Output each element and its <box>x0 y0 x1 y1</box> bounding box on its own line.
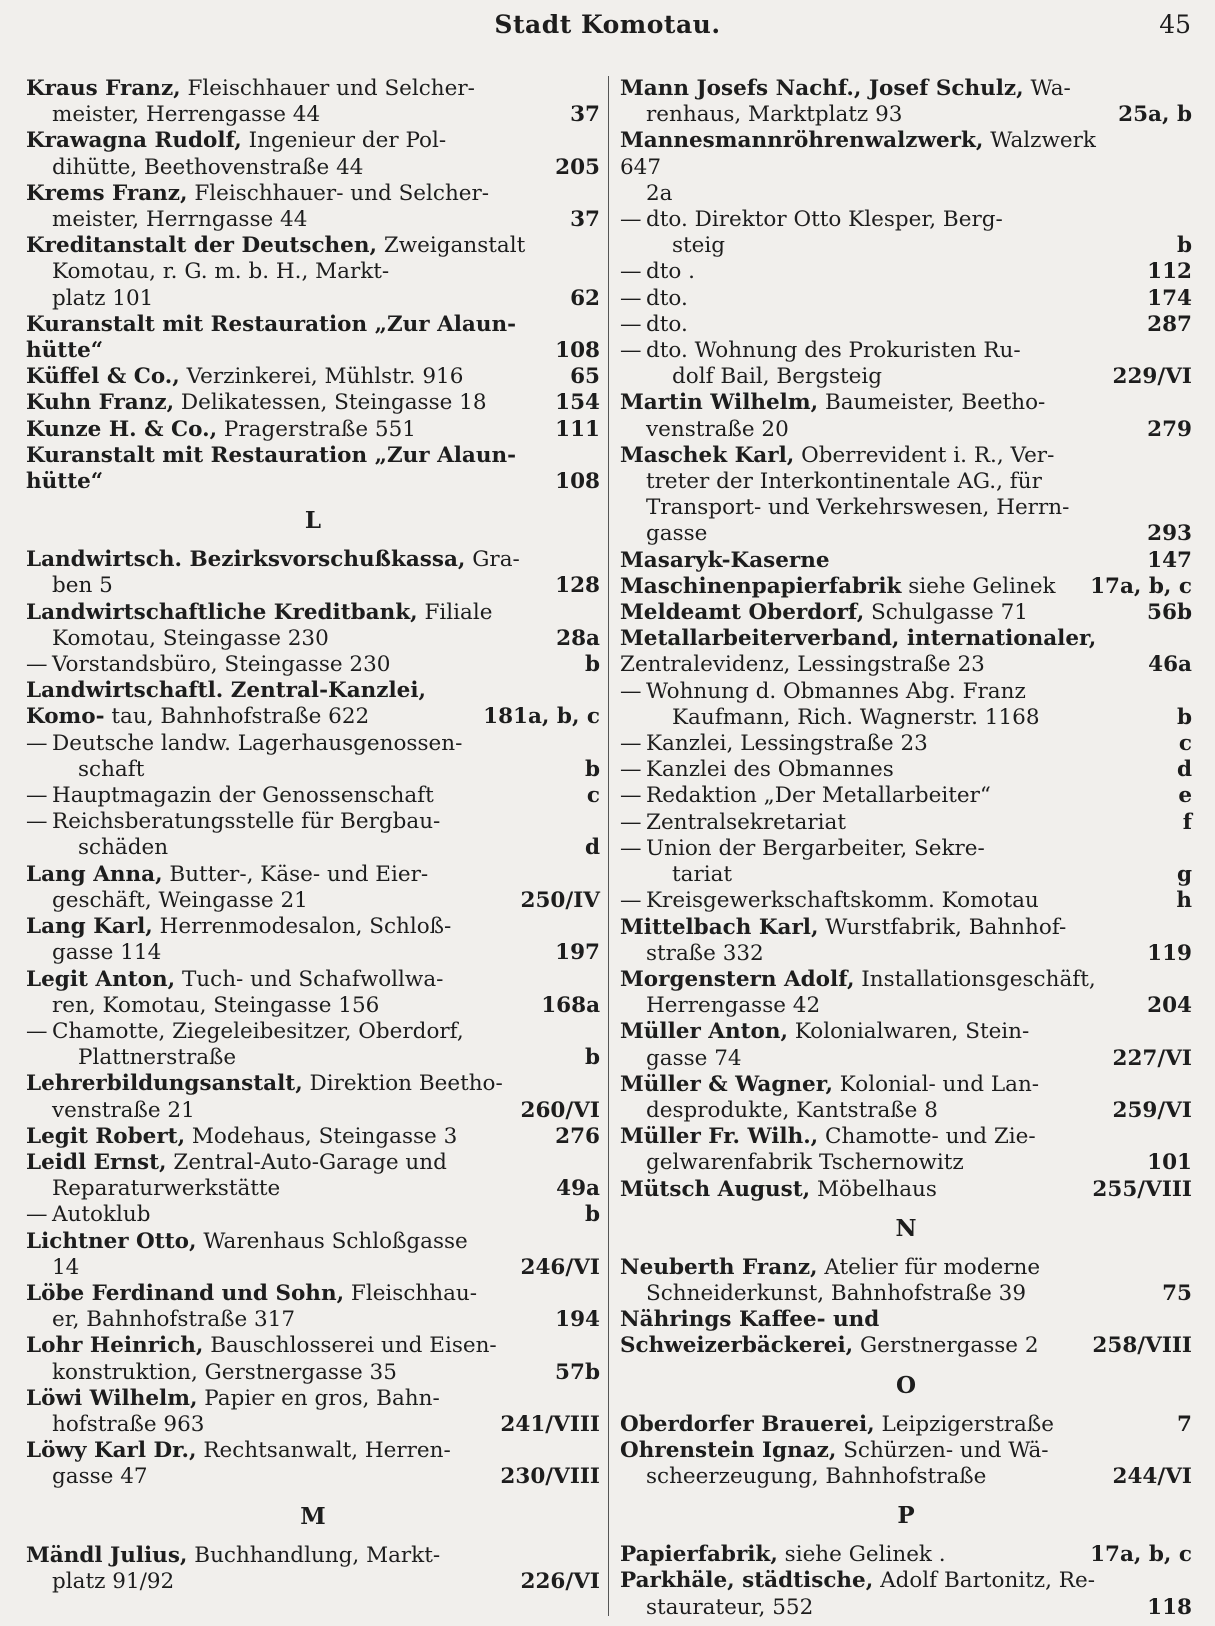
page-reference: 37 <box>570 102 600 128</box>
entry-name: Meldeamt Oberdorf, <box>620 600 865 626</box>
dash-marker: — <box>620 259 642 285</box>
entry-continuation: staurateur, 552 <box>646 1594 814 1620</box>
entry-continuation: dolf Bail, Bergsteig <box>672 364 883 390</box>
entry-continuation: 14 <box>52 1254 80 1280</box>
entry-text: Kreisgewerkschaftskomm. Komotau <box>646 888 1039 914</box>
page-reference: 119 <box>1147 940 1192 966</box>
entry-name: Papierfabrik, <box>620 1542 778 1568</box>
entry-text: Filiale <box>424 599 493 625</box>
directory-entry <box>620 390 1192 442</box>
page-reference: 111 <box>555 416 600 442</box>
entry-continuation: treter der Interkontinentale AG., für <box>646 469 1042 495</box>
page-reference: 57b <box>555 1359 600 1385</box>
directory-entry <box>26 1386 600 1438</box>
entry-continuation: straße 332 <box>646 940 764 966</box>
sub-entry <box>26 731 600 783</box>
entry-text: Fleischhauer- und Selcher- <box>194 180 490 206</box>
page-reference: 108 <box>555 338 600 364</box>
entry-name: Mändl Julius, <box>26 1542 188 1568</box>
directory-entry <box>620 443 1192 548</box>
page-reference: b <box>584 756 600 782</box>
page-reference: 197 <box>555 940 600 966</box>
directory-entry <box>620 1412 1192 1438</box>
entry-text: Chamotte, Ziegeleibesitzer, Oberdorf, <box>52 1018 464 1044</box>
entry-text: Kanzlei des Obmannes <box>646 757 894 783</box>
entry-name: Lohr Heinrich, <box>26 1333 204 1359</box>
entry-text: Pragerstraße 551 <box>223 416 416 442</box>
page-reference: 174 <box>1147 285 1192 311</box>
entry-text: dto. Wohnung des Prokuristen Ru- <box>646 338 1021 364</box>
entry-text: Zweiganstalt <box>383 233 526 259</box>
entry-text: hütte“ <box>26 469 104 495</box>
directory-entry <box>26 1124 600 1150</box>
entry-name: Martin Wilhelm, <box>620 390 819 416</box>
dash-marker: — <box>620 311 642 337</box>
page-reference: 101 <box>1147 1150 1192 1176</box>
entry-name: Landwirtschaftliche Kreditbank, <box>26 599 418 625</box>
entry-name: Löwi Wilhelm, <box>26 1385 198 1411</box>
directory-entry <box>620 1307 1192 1359</box>
entry-text: Gra- <box>472 547 520 573</box>
dash-marker: — <box>620 757 642 783</box>
entry-name: Lichtner Otto, <box>26 1228 197 1254</box>
entry-name: Mittelbach Karl, <box>620 914 819 940</box>
directory-entry <box>620 1542 1192 1568</box>
page-reference: 118 <box>1147 1594 1192 1620</box>
sub-entry <box>620 757 1192 783</box>
entry-name: Kunze H. & Co., <box>26 416 218 442</box>
page-reference: 108 <box>555 469 600 495</box>
dash-marker: — <box>26 783 48 809</box>
directory-entry <box>26 547 600 599</box>
entry-text: Fleischhau- <box>350 1280 477 1306</box>
directory-entry <box>26 1281 600 1333</box>
page-reference: b <box>584 1202 600 1228</box>
entry-text: Tuch- und Schafwollwa- <box>181 966 444 992</box>
entry-name: Kuranstalt mit Restauration „Zur Alaun- <box>26 442 517 468</box>
page-reference: 56b <box>1147 600 1192 626</box>
entry-name: Krems Franz, <box>26 180 188 206</box>
entry-text: Oberrevident i. R., Ver- <box>801 442 1055 468</box>
entry-text: Zentralevidenz, Lessingstraße 23 <box>620 652 985 678</box>
sub-entry <box>620 731 1192 757</box>
page-reference: 241/VIII <box>500 1411 600 1437</box>
entry-continuation: venstraße 21 <box>52 1097 195 1123</box>
sub-entry <box>620 810 1192 836</box>
entry-continuation: Plattnerstraße <box>78 1045 237 1071</box>
entry-continuation: Kaufmann, Rich. Wagnerstr. 1168 <box>672 704 1040 730</box>
entry-name: Löbe Ferdinand und Sohn, <box>26 1280 345 1306</box>
entry-continuation: desprodukte, Kantstraße 8 <box>646 1097 938 1123</box>
entry-text: Hauptmagazin der Genossenschaft <box>52 783 434 809</box>
entry-text: Herrenmodesalon, Schloß- <box>159 914 452 940</box>
entry-name: Müller Anton, <box>620 1019 788 1045</box>
directory-entry <box>26 181 600 233</box>
entry-continuation: Herrengasse 42 <box>646 993 821 1019</box>
page-reference: 260/VI <box>520 1097 600 1123</box>
directory-entry <box>620 76 1192 128</box>
entry-continuation: gasse 114 <box>52 940 162 966</box>
page-number: 45 <box>1159 10 1191 39</box>
page-reference: 293 <box>1147 521 1192 547</box>
dash-marker: — <box>620 809 642 835</box>
entry-text: Zentral-Auto-Garage und <box>173 1149 447 1175</box>
dash-marker: — <box>620 783 642 809</box>
dash-marker: — <box>620 338 642 364</box>
page-reference: b <box>584 1045 600 1071</box>
entry-name: Kuhn Franz, <box>26 390 175 416</box>
entry-name: Krawagna Rudolf, <box>26 128 242 154</box>
page-reference: 205 <box>555 154 600 180</box>
entry-text: Butter-, Käse- und Eier- <box>169 861 429 887</box>
entry-text: Atelier für moderne <box>824 1254 1041 1280</box>
sub-entry <box>26 809 600 861</box>
page-reference: 276 <box>555 1123 600 1149</box>
page-reference: 168a <box>541 992 600 1018</box>
sub-entry <box>620 888 1192 914</box>
page-reference: b <box>584 652 600 678</box>
page-reference: h <box>1176 888 1192 914</box>
directory-entry <box>620 600 1192 626</box>
entry-continuation: dihütte, Beethovenstraße 44 <box>52 154 364 180</box>
entry-continuation: gasse <box>646 521 708 547</box>
page-reference: 46a <box>1148 652 1192 678</box>
entry-name: Mann Josefs Nachf., Josef Schulz, <box>620 76 1024 101</box>
entry-text: Schulgasse 71 <box>871 600 1028 626</box>
entry-name: Nährings Kaffee- und Schweizerbäckerei, <box>620 1307 880 1359</box>
entry-continuation: meister, Herrngasse 44 <box>52 207 308 233</box>
entry-continuation: platz 101 <box>52 285 154 311</box>
directory-entry <box>26 390 600 416</box>
entry-name: Landwirtsch. Bezirksvorschußkassa, <box>26 547 466 573</box>
entry-text: siehe Gelinek <box>908 573 1056 599</box>
entry-name: Landwirtschaftl. Zentral-Kanzlei, Komo- <box>26 678 426 730</box>
directory-entry <box>26 1543 600 1595</box>
page-reference: 250/IV <box>520 887 600 913</box>
entry-text: Modehaus, Steingasse 3 <box>191 1123 458 1149</box>
entry-name: Löwy Karl Dr., <box>26 1438 197 1464</box>
directory-entry <box>26 600 600 652</box>
section-letter: M <box>300 1502 326 1530</box>
page-reference: 17a, b, c <box>1090 1542 1192 1568</box>
entry-continuation: Transport- und Verkehrswesen, Herrn- <box>646 495 1070 521</box>
entry-continuation: schäden <box>78 835 169 861</box>
dash-marker: — <box>620 207 642 233</box>
entry-text: Schürzen- und Wä- <box>843 1437 1049 1463</box>
sub-entry <box>26 1019 600 1071</box>
entry-text: Installationsgeschäft, <box>861 966 1096 992</box>
entry-name: Mannesmannröhrenwalzwerk, <box>620 128 984 154</box>
entry-continuation: ben 5 <box>52 573 113 599</box>
page-reference: c <box>586 783 600 809</box>
page-reference: e <box>1178 783 1192 809</box>
page-reference: 181a, b, c <box>483 704 600 730</box>
entry-text: Chamotte- und Zie- <box>825 1124 1036 1150</box>
dash-marker: — <box>26 730 48 756</box>
entry-text: Redaktion „Der Metallarbeiter“ <box>646 783 991 809</box>
directory-entry <box>26 914 600 966</box>
entry-text: Reichsberatungsstelle für Bergbau- <box>52 809 441 835</box>
directory-entry <box>620 967 1192 1019</box>
page-header <box>0 10 1215 46</box>
directory-entry <box>26 1071 600 1123</box>
entry-name: Legit Anton, <box>26 966 176 992</box>
page-title: Stadt Komotau. <box>494 10 721 39</box>
page-reference: b <box>1176 704 1192 730</box>
sub-entry <box>620 338 1192 390</box>
entry-continuation: Reparaturwerkstätte <box>52 1176 281 1202</box>
entry-text: Union der Bergarbeiter, Sekre- <box>646 835 985 861</box>
section-letter: P <box>897 1502 915 1530</box>
entry-name: Morgenstern Adolf, <box>620 966 855 992</box>
directory-entry <box>620 626 1192 678</box>
sub-entry <box>620 312 1192 338</box>
section-letter: L <box>304 507 322 535</box>
entry-continuation: schaft <box>78 756 145 782</box>
page-reference: 227/VI <box>1112 1045 1192 1071</box>
entry-continuation: renhaus, Marktplatz 93 <box>646 102 903 128</box>
entry-text: Kolonial- und Lan- <box>839 1071 1040 1097</box>
entry-text: Adolf Bartonitz, Re- <box>880 1568 1095 1594</box>
sub-entry <box>620 286 1192 312</box>
directory-entry <box>620 574 1192 600</box>
entry-text: Fleischhauer und Selcher- <box>187 76 475 101</box>
entry-text: Kolonialwaren, Stein- <box>794 1019 1030 1045</box>
entry-continuation: ren, Komotau, Steingasse 156 <box>52 992 380 1018</box>
entry-text: Walzwerk 647 <box>620 128 1096 180</box>
entry-text: hütte“ <box>26 338 104 364</box>
page-reference: 49a <box>556 1176 600 1202</box>
directory-entry <box>26 1333 600 1385</box>
entry-name: Lang Karl, <box>26 914 153 940</box>
entry-continuation: tariat <box>672 862 733 888</box>
directory-entry <box>620 1568 1192 1620</box>
entry-text: Delikatessen, Steingasse 18 <box>180 390 487 416</box>
sub-entry <box>620 783 1192 809</box>
page-reference: f <box>1182 809 1192 835</box>
entry-text: Wa- <box>1030 76 1071 101</box>
directory-entry <box>26 1438 600 1490</box>
entry-text: dto. <box>646 311 688 337</box>
page-reference: 244/VI <box>1112 1463 1192 1489</box>
page-reference: 226/VI <box>520 1568 600 1594</box>
entry-continuation: er, Bahnhofstraße 317 <box>52 1307 296 1333</box>
directory-entry <box>26 1150 600 1202</box>
entry-continuation: Komotau, r. G. m. b. H., Markt- <box>52 259 390 285</box>
entry-name: Lehrerbildungsanstalt, <box>26 1071 303 1097</box>
directory-entry <box>620 1255 1192 1307</box>
entry-text: Kanzlei, Lessingstraße 23 <box>646 731 928 757</box>
entry-continuation: geschäft, Weingasse 21 <box>52 887 308 913</box>
entry-text: Direktion Beetho- <box>309 1071 503 1097</box>
page-reference: 194 <box>555 1307 600 1333</box>
sub-entry <box>620 836 1192 888</box>
entry-text: Buchhandlung, Markt- <box>194 1542 441 1568</box>
page-reference: 25a, b <box>1118 102 1192 128</box>
entry-continuation: venstraße 20 <box>646 416 789 442</box>
dash-marker: — <box>26 809 48 835</box>
entry-name: Neuberth Franz, <box>620 1254 818 1280</box>
entry-name: Mütsch August, <box>620 1176 811 1202</box>
column-divider <box>608 76 609 1616</box>
page-reference: 287 <box>1147 311 1192 337</box>
entry-continuation: konstruktion, Gerstnergasse 35 <box>52 1359 397 1385</box>
dash-marker: — <box>26 1018 48 1044</box>
page-reference: d <box>584 835 600 861</box>
directory-entry <box>620 1438 1192 1490</box>
page-reference: g <box>1176 862 1192 888</box>
directory-entry <box>620 548 1192 574</box>
entry-name: Lang Anna, <box>26 861 163 887</box>
entry-text: Zentralsekretariat <box>646 809 846 835</box>
page-reference: 259/VI <box>1112 1097 1192 1123</box>
page-reference: d <box>1176 757 1192 783</box>
directory-entry <box>620 1124 1192 1176</box>
page-reference: 128 <box>555 573 600 599</box>
entry-name: Müller & Wagner, <box>620 1071 833 1097</box>
dash-marker: — <box>620 888 642 914</box>
directory-entry <box>26 364 600 390</box>
entry-continuation: gelwarenfabrik Tschernowitz <box>646 1150 964 1176</box>
entry-text: Wohnung d. Obmannes Abg. Franz <box>646 678 1026 704</box>
sub-entry <box>26 1202 600 1228</box>
directory-entry <box>26 678 600 730</box>
entry-text: siehe Gelinek . <box>784 1542 946 1568</box>
left-column <box>26 76 600 1595</box>
page-reference: 230/VIII <box>500 1464 600 1490</box>
page-reference: 258/VIII <box>1092 1333 1192 1359</box>
entry-continuation: gasse 74 <box>646 1045 742 1071</box>
entry-text: Ingenieur der Pol- <box>248 128 447 154</box>
directory-entry <box>620 1072 1192 1124</box>
entry-name: Kraus Franz, <box>26 76 181 101</box>
dash-marker: — <box>620 835 642 861</box>
entry-name: Maschinenpapierfabrik <box>620 573 902 599</box>
entry-text: Papier en gros, Bahn- <box>204 1385 440 1411</box>
entry-text: dto . <box>646 259 696 285</box>
page-reference: 28a <box>556 625 600 651</box>
dash-marker: — <box>620 731 642 757</box>
entry-continuation: hofstraße 963 <box>52 1411 205 1437</box>
directory-entry <box>26 967 600 1019</box>
page-reference: 65 <box>570 364 600 390</box>
entry-text: dto. Direktor Otto Klesper, Berg- <box>646 207 1003 233</box>
directory-entry <box>26 417 600 443</box>
sub-entry <box>26 652 600 678</box>
entry-name: Metallarbeiterverband, internationaler, <box>620 626 1097 652</box>
page-reference: 255/VIII <box>1092 1176 1192 1202</box>
entry-continuation: Schneiderkunst, Bahnhofstraße 39 <box>646 1280 1026 1306</box>
directory-entry <box>26 233 600 312</box>
page-reference: 7 <box>1177 1411 1192 1437</box>
entry-text: Bauschlosserei und Eisen- <box>210 1333 497 1359</box>
directory-entry <box>620 1177 1192 1203</box>
dash-marker: — <box>620 285 642 311</box>
entry-name: Parkhäle, städtische, <box>620 1568 874 1594</box>
directory-entry <box>620 915 1192 967</box>
entry-name: Müller Fr. Wilh., <box>620 1124 819 1150</box>
sub-entry <box>26 783 600 809</box>
entry-name: Ohrenstein Ignaz, <box>620 1437 837 1463</box>
page-reference: 279 <box>1147 416 1192 442</box>
page-reference: 147 <box>1147 547 1192 573</box>
entry-text: Wurstfabrik, Bahnhof- <box>825 914 1067 940</box>
entry-text: dto. <box>646 285 688 311</box>
entry-name: Kreditanstalt der Deutschen, <box>26 233 377 259</box>
entry-text: Rechtsanwalt, Herren- <box>203 1438 451 1464</box>
directory-entry <box>26 443 600 495</box>
sub-entry <box>620 679 1192 731</box>
entry-name: Küffel & Co., <box>26 364 180 390</box>
directory-entry <box>620 1019 1192 1071</box>
entry-text: Vorstandsbüro, Steingasse 230 <box>52 652 391 678</box>
page-reference: 154 <box>555 390 600 416</box>
entry-continuation: steig <box>672 233 726 259</box>
entry-name: Legit Robert, <box>26 1123 186 1149</box>
entry-name: Kuranstalt mit Restauration „Zur Alaun- <box>26 311 517 337</box>
sub-entry <box>620 259 1192 285</box>
directory-entry <box>26 862 600 914</box>
page-reference: c <box>1178 731 1192 757</box>
entry-text: Gerstnergasse 2 <box>859 1333 1039 1359</box>
section-letter: N <box>895 1214 917 1242</box>
dash-marker: — <box>26 652 48 678</box>
page-reference: b <box>1176 233 1192 259</box>
page-reference: 229/VI <box>1112 364 1192 390</box>
entry-text: Möbelhaus <box>817 1176 937 1202</box>
page-reference: 204 <box>1147 993 1192 1019</box>
entry-name: Maschek Karl, <box>620 442 795 468</box>
entry-text: Leipzigerstraße <box>881 1411 1054 1437</box>
directory-entry <box>26 1229 600 1281</box>
page-reference: 17a, b, c <box>1090 573 1192 599</box>
entry-text: Verzinkerei, Mühlstr. 916 <box>186 364 464 390</box>
section-letter: O <box>895 1371 917 1399</box>
page-reference: 62 <box>570 285 600 311</box>
entry-text: Warenhaus Schloßgasse <box>203 1228 468 1254</box>
sub-entry <box>620 207 1192 259</box>
directory-entry <box>26 76 600 128</box>
entry-continuation: Komotau, Steingasse 230 <box>52 625 329 651</box>
entry-text: Autoklub <box>52 1202 151 1228</box>
entry-name: Leidl Ernst, <box>26 1149 167 1175</box>
directory-entry <box>620 128 1192 207</box>
entry-continuation: platz 91/92 <box>52 1568 175 1594</box>
entry-text: tau, Bahnhofstraße 622 <box>111 704 370 730</box>
right-column <box>620 76 1192 1621</box>
entry-continuation: meister, Herrengasse 44 <box>52 102 321 128</box>
entry-text: Baumeister, Beetho- <box>824 390 1046 416</box>
dash-marker: — <box>620 678 642 704</box>
dash-marker: — <box>26 1202 48 1228</box>
entry-name: Oberdorfer Brauerei, <box>620 1411 875 1437</box>
page-reference: 75 <box>1162 1280 1192 1306</box>
page-reference: 37 <box>570 207 600 233</box>
directory-entry <box>26 128 600 180</box>
page-reference: 246/VI <box>520 1254 600 1280</box>
entry-continuation: gasse 47 <box>52 1464 148 1490</box>
entry-continuation: 2a <box>646 180 673 206</box>
entry-continuation: scheerzeugung, Bahnhofstraße <box>646 1463 987 1489</box>
page-reference: 112 <box>1147 259 1192 285</box>
entry-text: Deutsche landw. Lagerhausgenossen- <box>52 730 463 756</box>
entry-name: Masaryk-Kaserne <box>620 547 830 573</box>
directory-entry <box>26 312 600 364</box>
